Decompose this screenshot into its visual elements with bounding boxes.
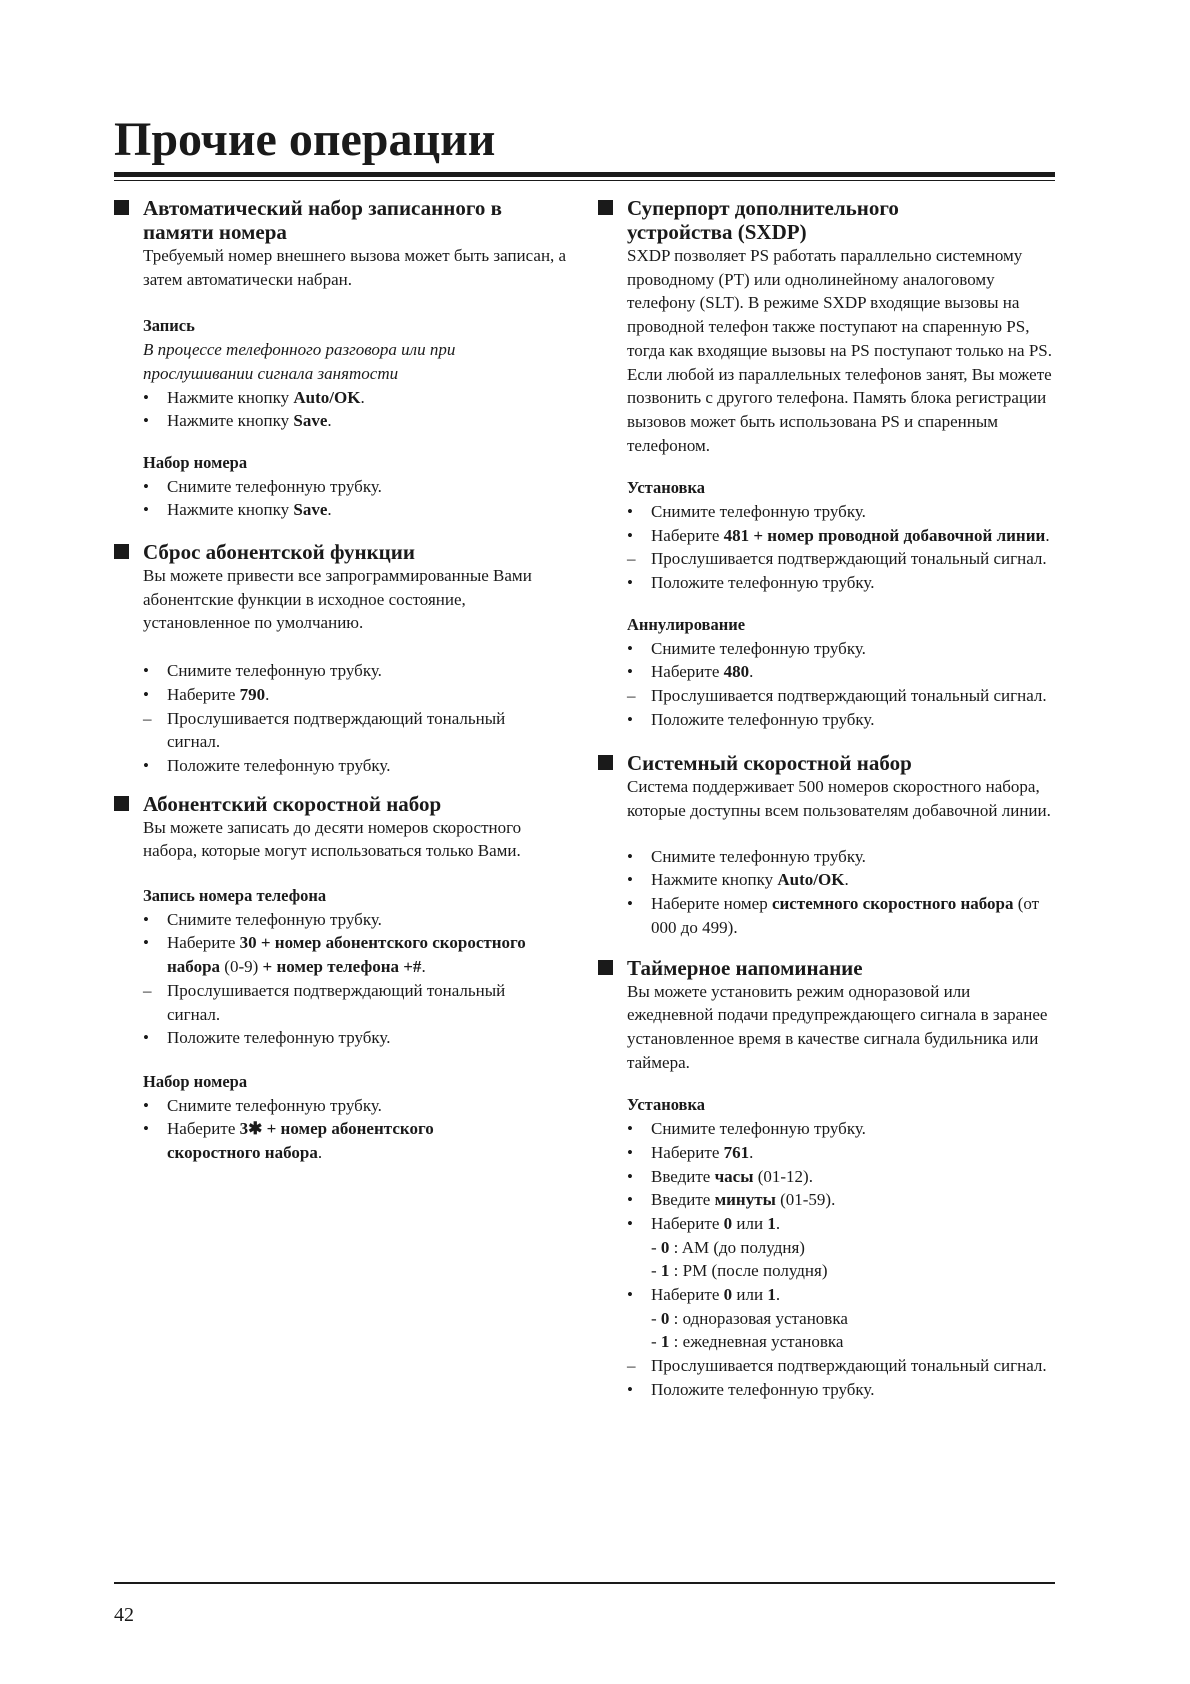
list-item: – Прослушивается подтверждающий тональный сигнал. xyxy=(627,549,1047,569)
section-intro: Вы можете записать до десяти номеров скоростного набора, которые могут использоваться только Вами. xyxy=(143,817,522,861)
section-heading: Абонентский скоростной набор xyxy=(114,792,569,816)
list-item: • Положите телефонную трубку. xyxy=(143,755,391,775)
list-item: • Снимите телефонную трубку. xyxy=(627,1119,866,1139)
list-item: – Прослушивается подтверждающий тональный сигнал. xyxy=(143,980,506,1024)
subheading: Установка xyxy=(627,478,705,498)
list-item: • Положите телефонную трубку. xyxy=(627,709,875,729)
list-item: • Снимите телефонную трубку. xyxy=(143,661,382,681)
square-bullet-icon xyxy=(114,544,129,559)
list-item: – Прослушивается подтверждающий тональный сигнал. xyxy=(143,708,506,752)
subheading: Набор номера xyxy=(143,452,248,472)
left-column xyxy=(114,196,569,1165)
list-item: • Наберите 3✱ + номер абонентского скоростного набора. xyxy=(143,1119,434,1163)
header-rule-thick xyxy=(114,172,1055,177)
list-item: • Снимите телефонную трубку. xyxy=(627,502,866,522)
section-heading: Автоматический набор записанного в памяти номера xyxy=(114,196,569,244)
right-column xyxy=(598,196,1060,1402)
list-item: • Наберите номер системного скоростного набора (от 000 до 499). xyxy=(627,894,1040,937)
square-bullet-icon xyxy=(598,960,613,975)
subheading: Установка xyxy=(627,1095,705,1115)
section-intro: Требуемый номер внешнего вызова может быть записан, а затем автоматически набран. xyxy=(143,246,567,289)
list-item: • Нажмите кнопку Save. xyxy=(143,500,332,520)
section-heading: Суперпорт дополнительного устройства (SXDP) xyxy=(598,196,1060,244)
page-number: 42 xyxy=(114,1604,134,1626)
list-item: • Снимите телефонную трубку. xyxy=(143,909,382,929)
section-intro: SXDP позволяет PS работать параллельно системному проводному (PT) или однолинейному аналоговому телефону (SLT). В режиме SXDP входящие вызовы на проводной телефон также поступают на спаренную PS, тогда как входящие вызовы на PS поступают только на PS. Если любой из параллельных телефонов занят, Вы можете позвонить с другого телефона. Память блока регистрации вызовов может быть использована PS и спаренным телефоном. xyxy=(627,246,1052,455)
section-personal-speed-dial xyxy=(114,792,569,1165)
list-item: – Прослушивается подтверждающий тональный сигнал. xyxy=(627,1356,1047,1376)
subheading: Аннулирование xyxy=(627,614,746,634)
sub-option: - 1 : ежедневная установка xyxy=(651,1332,844,1352)
section-auto-dial xyxy=(114,196,569,522)
header-rule-thin xyxy=(114,180,1055,181)
list-item: • Снимите телефонную трубку. xyxy=(143,1095,382,1115)
list-item: • Наберите 0 или 1. xyxy=(627,1285,781,1305)
section-sxdp xyxy=(598,196,1060,731)
page-title: Прочие операции xyxy=(114,113,496,166)
list-item: • Нажмите кнопку Save. xyxy=(143,411,332,431)
section-intro: Система поддерживает 500 номеров скоростного набора, которые доступны всем пользователям добавочной линии. xyxy=(627,777,1051,821)
square-bullet-icon xyxy=(114,796,129,811)
section-reset xyxy=(114,540,569,778)
section-heading: Системный скоростной набор xyxy=(598,751,1060,775)
italic-note: В процессе телефонного разговора или при прослушивании сигнала занятости xyxy=(143,340,456,383)
list-item: – Прослушивается подтверждающий тональный сигнал. xyxy=(627,685,1047,705)
list-item: • Нажмите кнопку Auto/OK. xyxy=(143,387,365,407)
sub-option: - 0 : AM (до полудня) xyxy=(651,1237,805,1257)
section-intro: Вы можете привести все запрограммированные Вами абонентские функции в исходное состояние, установленное по умолчанию. xyxy=(143,566,532,633)
list-item: • Нажмите кнопку Auto/OK. xyxy=(627,870,849,890)
square-bullet-icon xyxy=(598,200,613,215)
list-item: • Снимите телефонную трубку. xyxy=(627,638,866,658)
list-item: • Положите телефонную трубку. xyxy=(627,1379,875,1399)
section-heading: Таймерное напоминание xyxy=(598,956,1060,980)
sub-option: - 1 : PM (после полудня) xyxy=(651,1261,828,1281)
list-item: • Наберите 481 + номер проводной добавочной линии. xyxy=(627,525,1050,545)
list-item: • Введите часы (01-12). xyxy=(627,1166,813,1186)
square-bullet-icon xyxy=(114,200,129,215)
subheading: Запись номера телефона xyxy=(143,886,327,906)
footer-rule xyxy=(114,1582,1055,1584)
section-heading: Сброс абонентской функции xyxy=(114,540,569,564)
subheading: Набор номера xyxy=(143,1071,248,1091)
list-item: • Положите телефонную трубку. xyxy=(627,573,875,593)
section-system-speed-dial xyxy=(598,751,1060,939)
list-item: • Наберите 0 или 1. xyxy=(627,1213,781,1233)
list-item: • Наберите 761. xyxy=(627,1142,754,1162)
list-item: • Положите телефонную трубку. xyxy=(143,1028,391,1048)
square-bullet-icon xyxy=(598,755,613,770)
section-intro: Вы можете установить режим одноразовой или ежедневной подачи предупреждающего сигнала в заранее установленное время в качестве сигнала будильника или таймера. xyxy=(627,981,1048,1072)
list-item: • Наберите 30 + номер абонентского скоростного набора (0-9) + номер телефона +#. xyxy=(143,933,526,977)
list-item: • Введите минуты (01-59). xyxy=(627,1190,836,1210)
list-item: • Наберите 790. xyxy=(143,684,270,704)
subheading: Запись xyxy=(143,316,195,336)
list-item: • Снимите телефонную трубку. xyxy=(627,846,866,866)
list-item: • Снимите телефонную трубку. xyxy=(143,476,382,496)
list-item: • Наберите 480. xyxy=(627,662,754,682)
sub-option: - 0 : одноразовая установка xyxy=(651,1308,848,1328)
section-timer-reminder xyxy=(598,956,1060,1402)
